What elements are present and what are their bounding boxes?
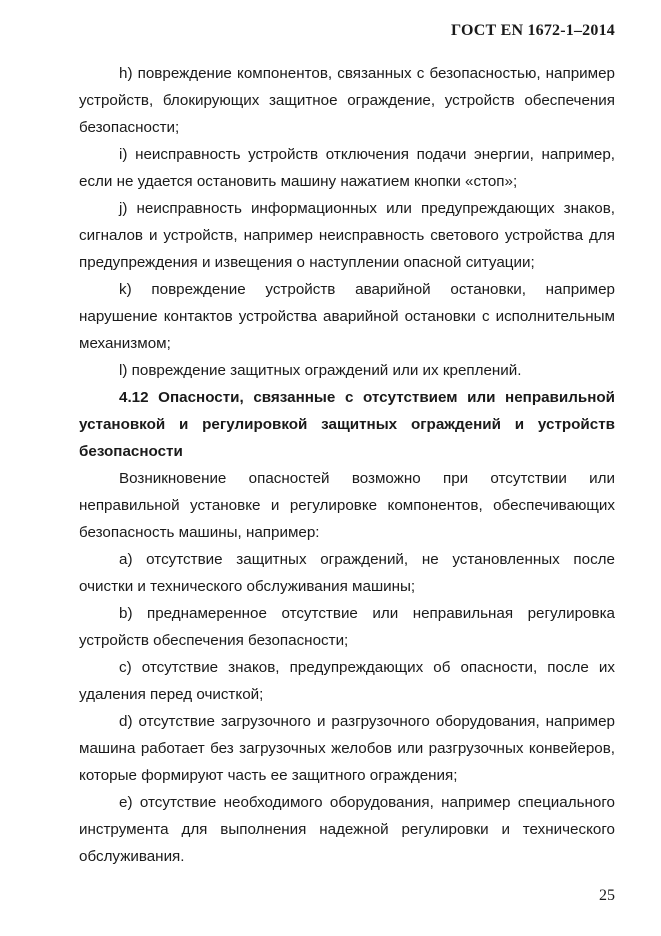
paragraph-item-c: c) отсутствие знаков, предупреждающих об опасности, после их удаления перед очисткой; [79,659,615,703]
paragraph-item-h: h) повреждение компонентов, связанных с безопасностью, например устройств, блокирующих защитное ограждение, устройств обеспечения безопасности; [79,65,615,136]
page-number: 25 [599,887,615,904]
paragraph-item-e: e) отсутствие необходимого оборудования, например специального инструмента для выполнения надежной регулировки и технического обслуживания. [79,794,615,865]
paragraph-item-b: b) преднамеренное отсутствие или неправильная регулировка устройств обеспечения безопасности; [79,605,615,649]
paragraph-item-a: a) отсутствие защитных ограждений, не установленных после очистки и технического обслуживания машины; [79,551,615,595]
standard-designation: ГОСТ EN 1672-1–2014 [450,22,615,39]
section-heading-4-12: 4.12 Опасности, связанные с отсутствием или неправильной установкой и регулировкой защитных ограждений и устройств безопасности [79,389,615,460]
paragraph-item-i: i) неисправность устройств отключения подачи энергии, например, если не удается остановить машину нажатием кнопки «стоп»; [79,146,615,190]
paragraph-item-k: k) повреждение устройств аварийной остановки, например нарушение контактов устройства аварийной остановки с исполнительным механизмом; [79,281,615,352]
paragraph-item-d: d) отсутствие загрузочного и разгрузочного оборудования, например машина работает без загрузочных желобов или разгрузочных конвейеров, которые формируют часть ее защитного ограждения; [79,713,615,784]
paragraph-item-l: l) повреждение защитных ограждений или их креплений. [119,362,522,379]
document-body [79,60,615,870]
paragraph-item-j: j) неисправность информационных или предупреждающих знаков, сигналов и устройств, например неисправность светового устройства для предупреждения и извещения о наступлении опасной ситуации; [79,200,615,271]
paragraph-intro: Возникновение опасностей возможно при отсутствии или неправильной установке и регулировке компонентов, обеспечивающих безопасность машины, например: [79,470,615,541]
